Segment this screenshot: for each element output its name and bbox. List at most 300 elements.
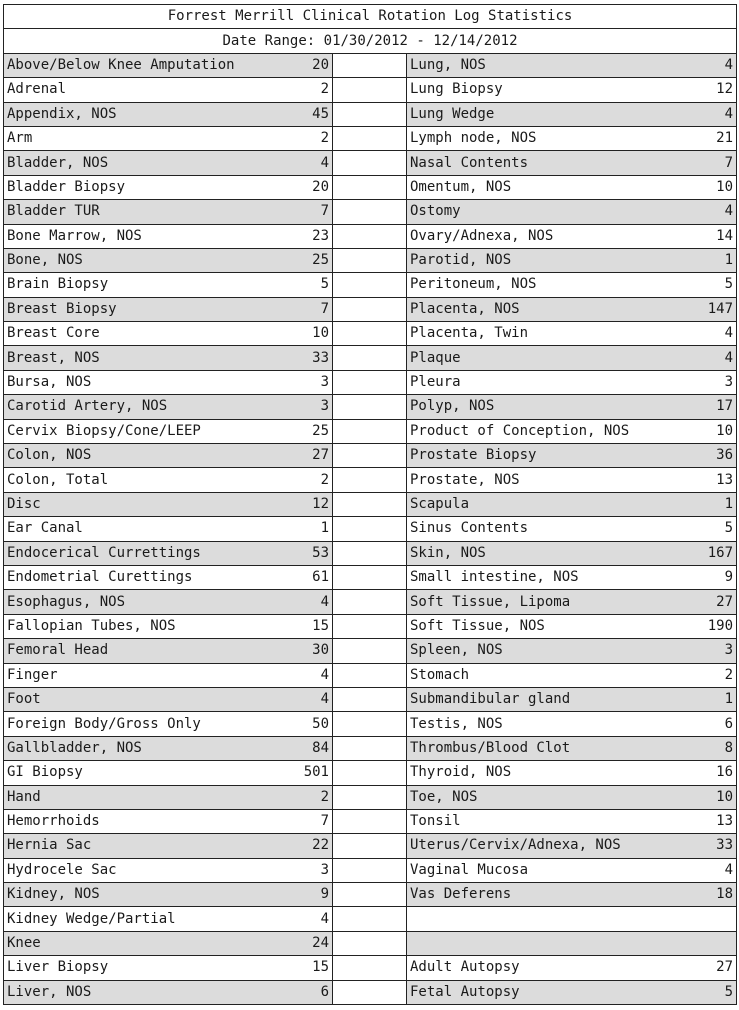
right-specimen-cell <box>407 834 737 858</box>
spacer-cell <box>333 883 407 907</box>
spacer-cell <box>333 761 407 785</box>
spacer-cell <box>333 956 407 980</box>
left-specimen-count: 7 <box>320 813 329 830</box>
right-specimen-count: 4 <box>724 203 734 220</box>
right-specimen-cell <box>407 712 737 736</box>
spacer-cell <box>333 980 407 1004</box>
right-specimen-name: Submandibular gland <box>410 691 571 708</box>
right-specimen-cell <box>407 785 737 809</box>
right-specimen-count: 36 <box>716 447 734 464</box>
table-row <box>4 248 737 272</box>
left-specimen-cell <box>4 736 333 760</box>
table-row <box>4 200 737 224</box>
right-specimen-cell <box>407 322 737 346</box>
right-specimen-name: Soft Tissue, NOS <box>410 617 545 634</box>
right-specimen-cell <box>407 590 737 614</box>
right-specimen-cell <box>407 346 737 370</box>
right-specimen-count: 190 <box>707 617 734 634</box>
left-specimen-count: 5 <box>320 276 329 293</box>
right-specimen-count: 9 <box>724 569 734 586</box>
right-specimen-cell <box>407 761 737 785</box>
right-specimen-count: 17 <box>716 398 734 415</box>
table-row <box>4 614 737 638</box>
left-specimen-cell <box>4 907 333 931</box>
right-specimen-cell <box>407 883 737 907</box>
left-specimen-name: Hand <box>7 788 41 805</box>
spacer-cell <box>333 273 407 297</box>
left-specimen-cell <box>4 419 333 443</box>
spacer-cell <box>333 639 407 663</box>
right-specimen-name: Toe, NOS <box>410 788 478 805</box>
right-specimen-name: Parotid, NOS <box>410 252 512 269</box>
spacer-cell <box>333 736 407 760</box>
right-specimen-name: Placenta, Twin <box>410 325 529 342</box>
left-specimen-count: 2 <box>320 471 329 488</box>
table-row <box>4 785 737 809</box>
left-specimen-count: 61 <box>312 569 329 586</box>
right-specimen-name: Uterus/Cervix/Adnexa, NOS <box>410 837 621 854</box>
table-row <box>4 78 737 102</box>
right-specimen-cell <box>407 809 737 833</box>
right-specimen-cell <box>407 639 737 663</box>
spacer-cell <box>333 151 407 175</box>
left-specimen-name: Knee <box>7 935 41 952</box>
spacer-cell <box>333 53 407 77</box>
table-row <box>4 297 737 321</box>
table-row <box>4 712 737 736</box>
left-specimen-cell <box>4 492 333 516</box>
left-specimen-name: Esophagus, NOS <box>7 593 126 610</box>
left-specimen-count: 25 <box>312 422 329 439</box>
right-specimen-count: 13 <box>716 471 734 488</box>
left-specimen-count: 9 <box>320 886 329 903</box>
table-row <box>4 663 737 687</box>
right-specimen-count: 5 <box>724 983 734 1000</box>
date-range-row <box>4 29 737 53</box>
left-specimen-count: 33 <box>312 349 329 366</box>
left-specimen-cell <box>4 590 333 614</box>
table-row <box>4 858 737 882</box>
left-specimen-name: Brain Biopsy <box>7 276 109 293</box>
left-specimen-name: Adrenal <box>7 81 67 98</box>
right-specimen-name: Lung Wedge <box>410 105 495 122</box>
right-specimen-count: 4 <box>724 56 734 73</box>
spacer-cell <box>333 565 407 589</box>
spacer-cell <box>333 712 407 736</box>
right-specimen-count: 10 <box>716 422 734 439</box>
left-specimen-name: Bladder, NOS <box>7 154 109 171</box>
left-specimen-cell <box>4 663 333 687</box>
right-specimen-name: Product of Conception, NOS <box>410 422 630 439</box>
right-specimen-name: Small intestine, NOS <box>410 569 579 586</box>
left-specimen-count: 7 <box>320 300 329 317</box>
table-row <box>4 346 737 370</box>
table-row <box>4 492 737 516</box>
left-specimen-cell <box>4 346 333 370</box>
spacer-cell <box>333 663 407 687</box>
table-row <box>4 444 737 468</box>
left-specimen-count: 25 <box>312 252 329 269</box>
left-specimen-count: 4 <box>320 910 329 927</box>
right-specimen-name: Plaque <box>410 349 461 366</box>
right-specimen-count: 4 <box>724 325 734 342</box>
right-specimen-cell <box>407 931 737 955</box>
left-specimen-count: 23 <box>312 227 329 244</box>
table-row <box>4 224 737 248</box>
table-row <box>4 907 737 931</box>
left-specimen-count: 15 <box>312 959 329 976</box>
left-specimen-name: Kidney Wedge/Partial <box>7 910 176 927</box>
right-specimen-count: 16 <box>716 764 734 781</box>
left-specimen-count: 30 <box>312 642 329 659</box>
left-specimen-name: Foot <box>7 691 41 708</box>
left-specimen-cell <box>4 444 333 468</box>
left-specimen-name: Hydrocele Sac <box>7 861 117 878</box>
left-specimen-name: Breast Core <box>7 325 100 342</box>
right-specimen-cell <box>407 614 737 638</box>
right-specimen-count: 18 <box>716 886 734 903</box>
left-specimen-cell <box>4 297 333 321</box>
left-specimen-name: Above/Below Knee Amputation <box>7 56 235 73</box>
spacer-cell <box>333 931 407 955</box>
left-specimen-name: Breast, NOS <box>7 349 100 366</box>
table-row <box>4 834 737 858</box>
left-specimen-name: Colon, NOS <box>7 447 92 464</box>
left-specimen-cell <box>4 883 333 907</box>
left-specimen-count: 1 <box>320 520 329 537</box>
spacer-cell <box>333 614 407 638</box>
title-row <box>4 5 737 29</box>
table-row <box>4 102 737 126</box>
right-specimen-count: 1 <box>724 496 734 512</box>
right-specimen-cell <box>407 444 737 468</box>
left-specimen-name: Liver, NOS <box>7 983 92 1000</box>
left-specimen-cell <box>4 151 333 175</box>
right-specimen-count: 21 <box>716 130 734 147</box>
spacer-cell <box>333 687 407 711</box>
left-specimen-count: 50 <box>312 715 329 732</box>
table-row <box>4 517 737 541</box>
spacer-cell <box>333 492 407 516</box>
left-specimen-name: Hemorrhoids <box>7 813 100 830</box>
table-row <box>4 736 737 760</box>
table-row <box>4 468 737 492</box>
left-specimen-cell <box>4 712 333 736</box>
left-specimen-name: Bursa, NOS <box>7 374 92 391</box>
right-specimen-cell <box>407 858 737 882</box>
spacer-cell <box>333 541 407 565</box>
left-specimen-cell <box>4 126 333 150</box>
rotation-log-table <box>3 4 737 1005</box>
spacer-cell <box>333 468 407 492</box>
right-specimen-cell <box>407 907 737 931</box>
right-specimen-cell <box>407 541 737 565</box>
left-specimen-cell <box>4 273 333 297</box>
left-specimen-name: Finger <box>7 666 58 683</box>
left-specimen-cell <box>4 248 333 272</box>
left-specimen-count: 2 <box>320 788 329 805</box>
left-specimen-name: Disc <box>7 496 41 512</box>
left-specimen-name: Bladder Biopsy <box>7 178 126 195</box>
right-specimen-cell <box>407 370 737 394</box>
right-specimen-cell <box>407 687 737 711</box>
right-specimen-cell <box>407 492 737 516</box>
right-specimen-cell <box>407 53 737 77</box>
left-specimen-name: Cervix Biopsy/Cone/LEEP <box>7 422 201 439</box>
spacer-cell <box>333 126 407 150</box>
left-specimen-name: Ear Canal <box>7 520 83 537</box>
left-specimen-cell <box>4 395 333 419</box>
right-specimen-name: Fetal Autopsy <box>410 983 520 1000</box>
right-specimen-count: 13 <box>716 813 734 830</box>
right-specimen-cell <box>407 980 737 1004</box>
right-specimen-cell <box>407 395 737 419</box>
left-specimen-name: Arm <box>7 130 33 147</box>
right-specimen-cell <box>407 663 737 687</box>
left-specimen-count: 4 <box>320 691 329 708</box>
right-specimen-cell <box>407 517 737 541</box>
table-row <box>4 980 737 1004</box>
right-specimen-count: 167 <box>707 544 734 561</box>
right-specimen-count: 33 <box>716 837 734 854</box>
table-row <box>4 809 737 833</box>
left-specimen-name: Breast Biopsy <box>7 300 117 317</box>
left-specimen-name: GI Biopsy <box>7 764 83 781</box>
left-specimen-cell <box>4 809 333 833</box>
left-specimen-name: Hernia Sac <box>7 837 92 854</box>
left-specimen-cell <box>4 468 333 492</box>
left-specimen-count: 2 <box>320 130 329 147</box>
left-specimen-name: Carotid Artery, NOS <box>7 398 168 415</box>
table-row <box>4 370 737 394</box>
right-specimen-count: 4 <box>724 349 734 366</box>
right-specimen-count: 12 <box>716 81 734 98</box>
page-title: Forrest Merrill Clinical Rotation Log Statistics <box>4 5 737 29</box>
right-specimen-count: 4 <box>724 105 734 122</box>
right-specimen-name: Lung, NOS <box>410 56 486 73</box>
right-specimen-cell <box>407 78 737 102</box>
right-specimen-name: Pleura <box>410 374 461 391</box>
table-row <box>4 565 737 589</box>
right-specimen-count: 4 <box>724 861 734 878</box>
spacer-cell <box>333 395 407 419</box>
table-row <box>4 687 737 711</box>
right-specimen-count: 10 <box>716 788 734 805</box>
right-specimen-name: Soft Tissue, Lipoma <box>410 593 571 610</box>
left-specimen-cell <box>4 565 333 589</box>
left-specimen-count: 12 <box>312 496 329 512</box>
table-row <box>4 761 737 785</box>
right-specimen-cell <box>407 468 737 492</box>
right-specimen-name: Vaginal Mucosa <box>410 861 529 878</box>
spacer-cell <box>333 590 407 614</box>
right-specimen-cell <box>407 297 737 321</box>
spacer-cell <box>333 858 407 882</box>
left-specimen-name: Liver Biopsy <box>7 959 109 976</box>
spacer-cell <box>333 834 407 858</box>
left-specimen-cell <box>4 931 333 955</box>
left-specimen-cell <box>4 639 333 663</box>
right-specimen-name: Peritoneum, NOS <box>410 276 537 293</box>
right-specimen-count: 1 <box>724 691 734 708</box>
left-specimen-cell <box>4 200 333 224</box>
left-specimen-count: 4 <box>320 593 329 610</box>
table-row <box>4 956 737 980</box>
right-specimen-cell <box>407 248 737 272</box>
spacer-cell <box>333 322 407 346</box>
spacer-cell <box>333 809 407 833</box>
right-specimen-name: Placenta, NOS <box>410 300 520 317</box>
left-specimen-name: Appendix, NOS <box>7 105 117 122</box>
right-specimen-name: Sinus Contents <box>410 520 529 537</box>
right-specimen-cell <box>407 565 737 589</box>
right-specimen-count: 147 <box>707 300 734 317</box>
left-specimen-cell <box>4 858 333 882</box>
left-specimen-name: Endocerical Currettings <box>7 544 201 561</box>
right-specimen-name: Ovary/Adnexa, NOS <box>410 227 554 244</box>
spacer-cell <box>333 517 407 541</box>
table-row <box>4 151 737 175</box>
left-specimen-count: 15 <box>312 617 329 634</box>
table-row <box>4 883 737 907</box>
right-specimen-name: Lung Biopsy <box>410 81 503 98</box>
left-specimen-name: Bone Marrow, NOS <box>7 227 142 244</box>
right-specimen-name: Skin, NOS <box>410 544 486 561</box>
spacer-cell <box>333 78 407 102</box>
left-specimen-count: 53 <box>312 544 329 561</box>
left-specimen-count: 3 <box>320 398 329 415</box>
table-row <box>4 53 737 77</box>
spacer-cell <box>333 785 407 809</box>
right-specimen-cell <box>407 273 737 297</box>
left-specimen-name: Fallopian Tubes, NOS <box>7 617 176 634</box>
left-specimen-count: 45 <box>312 105 329 122</box>
right-specimen-name: Scapula <box>410 496 470 512</box>
right-specimen-count: 1 <box>724 252 734 269</box>
right-specimen-cell <box>407 151 737 175</box>
right-specimen-count: 27 <box>716 959 734 976</box>
right-specimen-name: Stomach <box>410 666 470 683</box>
right-specimen-name: Adult Autopsy <box>410 959 520 976</box>
left-specimen-count: 20 <box>312 56 329 73</box>
left-specimen-cell <box>4 102 333 126</box>
left-specimen-count: 501 <box>303 764 329 781</box>
right-specimen-name: Thyroid, NOS <box>410 764 512 781</box>
table-row <box>4 590 737 614</box>
right-specimen-name: Prostate Biopsy <box>410 447 537 464</box>
left-specimen-count: 27 <box>312 447 329 464</box>
table-row <box>4 541 737 565</box>
right-specimen-name: Prostate, NOS <box>410 471 520 488</box>
table-row <box>4 273 737 297</box>
left-specimen-name: Bladder TUR <box>7 203 100 220</box>
right-specimen-name: Nasal Contents <box>410 154 529 171</box>
right-specimen-count: 27 <box>716 593 734 610</box>
spacer-cell <box>333 346 407 370</box>
right-specimen-count: 6 <box>724 715 734 732</box>
left-specimen-count: 6 <box>320 983 329 1000</box>
right-specimen-name: Tonsil <box>410 813 461 830</box>
left-specimen-cell <box>4 224 333 248</box>
left-specimen-count: 3 <box>320 861 329 878</box>
left-specimen-name: Bone, NOS <box>7 252 83 269</box>
left-specimen-cell <box>4 517 333 541</box>
left-specimen-name: Kidney, NOS <box>7 886 100 903</box>
right-specimen-name: Lymph node, NOS <box>410 130 537 147</box>
right-specimen-count: 10 <box>716 178 734 195</box>
left-specimen-name: Colon, Total <box>7 471 109 488</box>
spacer-cell <box>333 370 407 394</box>
right-specimen-name: Polyp, NOS <box>410 398 495 415</box>
spacer-cell <box>333 224 407 248</box>
right-specimen-cell <box>407 736 737 760</box>
left-specimen-count: 24 <box>312 935 329 952</box>
left-specimen-count: 4 <box>320 666 329 683</box>
left-specimen-cell <box>4 53 333 77</box>
spacer-cell <box>333 419 407 443</box>
right-specimen-cell <box>407 956 737 980</box>
right-specimen-count: 7 <box>724 154 734 171</box>
left-specimen-cell <box>4 175 333 199</box>
table-row <box>4 322 737 346</box>
left-specimen-cell <box>4 370 333 394</box>
left-specimen-name: Gallbladder, NOS <box>7 739 142 756</box>
right-specimen-cell <box>407 126 737 150</box>
table-row <box>4 931 737 955</box>
left-specimen-cell <box>4 956 333 980</box>
left-specimen-name: Endometrial Curettings <box>7 569 193 586</box>
left-specimen-cell <box>4 541 333 565</box>
table-row <box>4 175 737 199</box>
right-specimen-name: Ostomy <box>410 203 461 220</box>
right-specimen-cell <box>407 175 737 199</box>
right-specimen-cell <box>407 200 737 224</box>
left-specimen-count: 84 <box>312 739 329 756</box>
spacer-cell <box>333 248 407 272</box>
right-specimen-name: Thrombus/Blood Clot <box>410 739 571 756</box>
left-specimen-name: Femoral Head <box>7 642 109 659</box>
left-specimen-cell <box>4 834 333 858</box>
right-specimen-count: 2 <box>724 666 734 683</box>
right-specimen-cell <box>407 224 737 248</box>
left-specimen-name: Foreign Body/Gross Only <box>7 715 201 732</box>
left-specimen-cell <box>4 761 333 785</box>
left-specimen-count: 4 <box>320 154 329 171</box>
left-specimen-cell <box>4 78 333 102</box>
spacer-cell <box>333 444 407 468</box>
left-specimen-cell <box>4 785 333 809</box>
table-row <box>4 395 737 419</box>
right-specimen-count: 5 <box>724 520 734 537</box>
table-row <box>4 639 737 663</box>
left-specimen-cell <box>4 614 333 638</box>
left-specimen-count: 22 <box>312 837 329 854</box>
left-specimen-cell <box>4 322 333 346</box>
right-specimen-name: Testis, NOS <box>410 715 503 732</box>
right-specimen-count: 3 <box>724 642 734 659</box>
table-row <box>4 126 737 150</box>
right-specimen-name: Spleen, NOS <box>410 642 503 659</box>
table-row <box>4 419 737 443</box>
right-specimen-name: Omentum, NOS <box>410 178 512 195</box>
left-specimen-count: 3 <box>320 374 329 391</box>
right-specimen-count: 3 <box>724 374 734 391</box>
right-specimen-count: 14 <box>716 227 734 244</box>
left-specimen-count: 10 <box>312 325 329 342</box>
date-range: Date Range: 01/30/2012 - 12/14/2012 <box>4 29 737 53</box>
right-specimen-name: Vas Deferens <box>410 886 512 903</box>
left-specimen-count: 7 <box>320 203 329 220</box>
